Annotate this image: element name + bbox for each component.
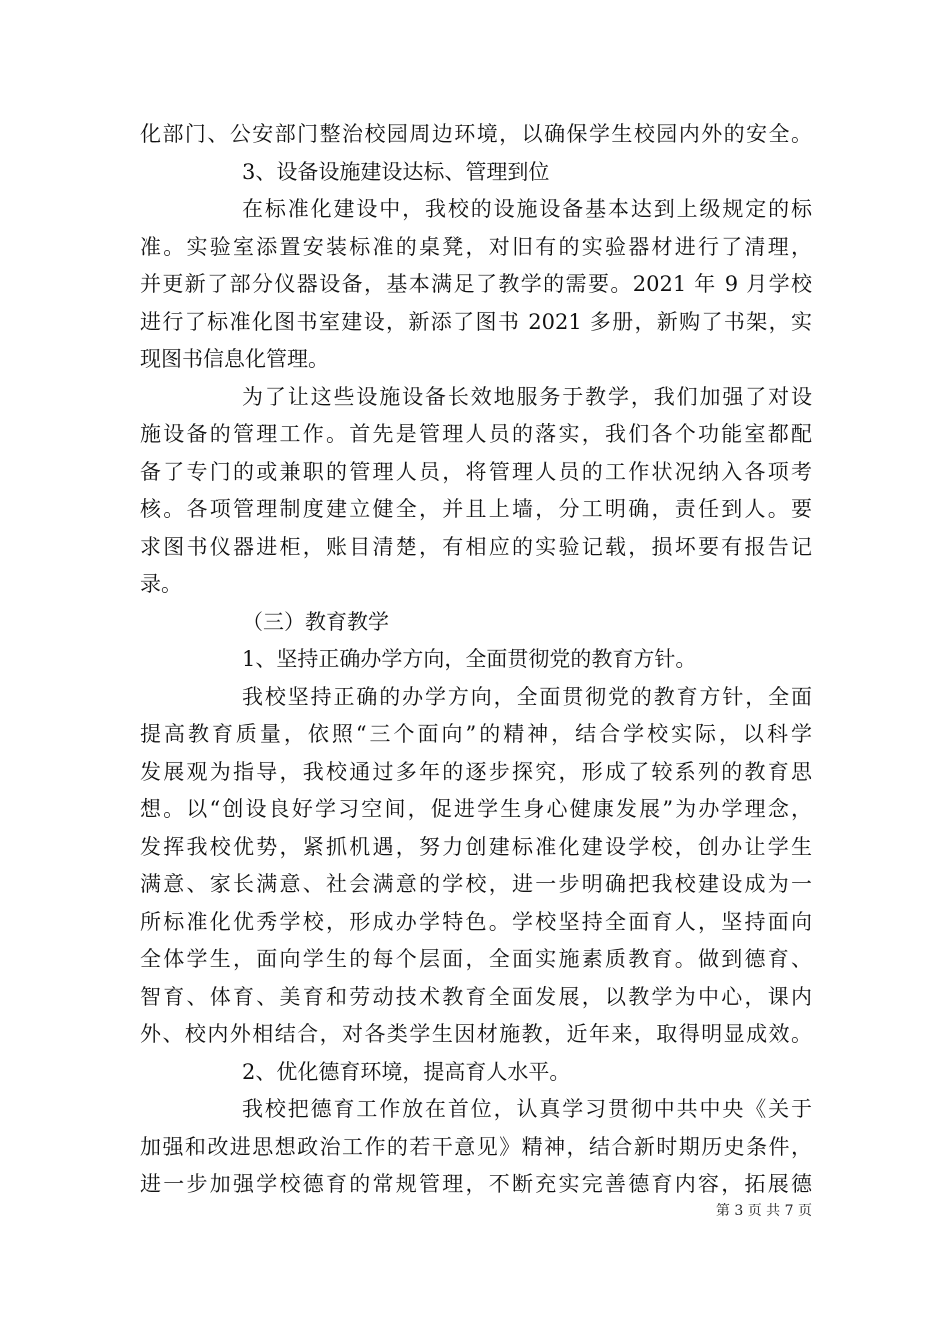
- text-line: 备了专门的或兼职的管理人员，将管理人员的工作状况纳入各项考: [140, 459, 812, 484]
- text-line: 在标准化建设中，我校的设施设备基本达到上级规定的标: [242, 197, 812, 221]
- text-line: 所标准化优秀学校，形成办学特色。学校坚持全面育人，坚持面向: [140, 909, 812, 934]
- text-line: 2、优化德育环境，提高育人水平。: [242, 1059, 571, 1084]
- text-line: 发展观为指导，我校通过多年的逐步探究，形成了较系列的教育思: [140, 759, 812, 784]
- page-footer: 第 3 页 共 7 页: [715, 1203, 812, 1219]
- text-line: 满意、家长满意、社会满意的学校，进一步明确把我校建设成为一: [140, 872, 812, 896]
- text-line: 提高教育质量，依照“三个面向”的精神，结合学校实际，以科学: [140, 722, 812, 746]
- text-line: 准。实验室添置安装标准的桌凳，对旧有的实验器材进行了清理，: [140, 234, 812, 259]
- text-line: 现图书信息化管理。: [140, 347, 329, 371]
- text-line: 进一步加强学校德育的常规管理，不断充实完善德育内容，拓展德: [140, 1172, 812, 1196]
- text-line: 加强和改进思想政治工作的若干意见》精神，结合新时期历史条件，: [140, 1134, 812, 1159]
- text-line: 进行了标准化图书室建设，新添了图书 2021 多册，新购了书架，实: [140, 309, 812, 334]
- text-line: 并更新了部分仪器设备，基本满足了教学的需要。2021 年 9 月学校: [140, 272, 812, 296]
- text-line: 全体学生，面向学生的每个层面，全面实施素质教育。做到德育、: [140, 947, 812, 971]
- text-line: 录。: [140, 572, 182, 596]
- text-line: 1、坚持正确办学方向，全面贯彻党的教育方针。: [242, 647, 697, 671]
- text-line: 3、设备设施建设达标、管理到位: [242, 159, 550, 184]
- text-line: 为了让这些设施设备长效地服务于教学，我们加强了对设: [242, 384, 812, 409]
- text-line: 核。各项管理制度建立健全，并且上墙，分工明确，责任到人。要: [140, 497, 812, 521]
- text-line: 我校把德育工作放在首位，认真学习贯彻中共中央《关于: [242, 1097, 812, 1121]
- document-body: [140, 116, 812, 1204]
- text-line: 想。以“创设良好学习空间，促进学生身心健康发展”为办学理念，: [140, 797, 812, 821]
- text-line: （三）教育教学: [242, 609, 389, 634]
- text-line: 外、校内外相结合，对各类学生因材施教，近年来，取得明显成效。: [140, 1022, 812, 1046]
- text-line: 我校坚持正确的办学方向，全面贯彻党的教育方针，全面: [242, 684, 812, 709]
- text-line: 求图书仪器进柜，账目清楚，有相应的实验记载，损坏要有报告记: [140, 534, 812, 559]
- text-line: 化部门、公安部门整治校园周边环境，以确保学生校园内外的安全。: [140, 122, 812, 146]
- text-line: 发挥我校优势，紧抓机遇，努力创建标准化建设学校，创办让学生: [140, 834, 812, 859]
- text-line: 施设备的管理工作。首先是管理人员的落实，我们各个功能室都配: [140, 422, 812, 446]
- text-line: 智育、体育、美育和劳动技术教育全面发展，以教学为中心，课内: [140, 984, 812, 1009]
